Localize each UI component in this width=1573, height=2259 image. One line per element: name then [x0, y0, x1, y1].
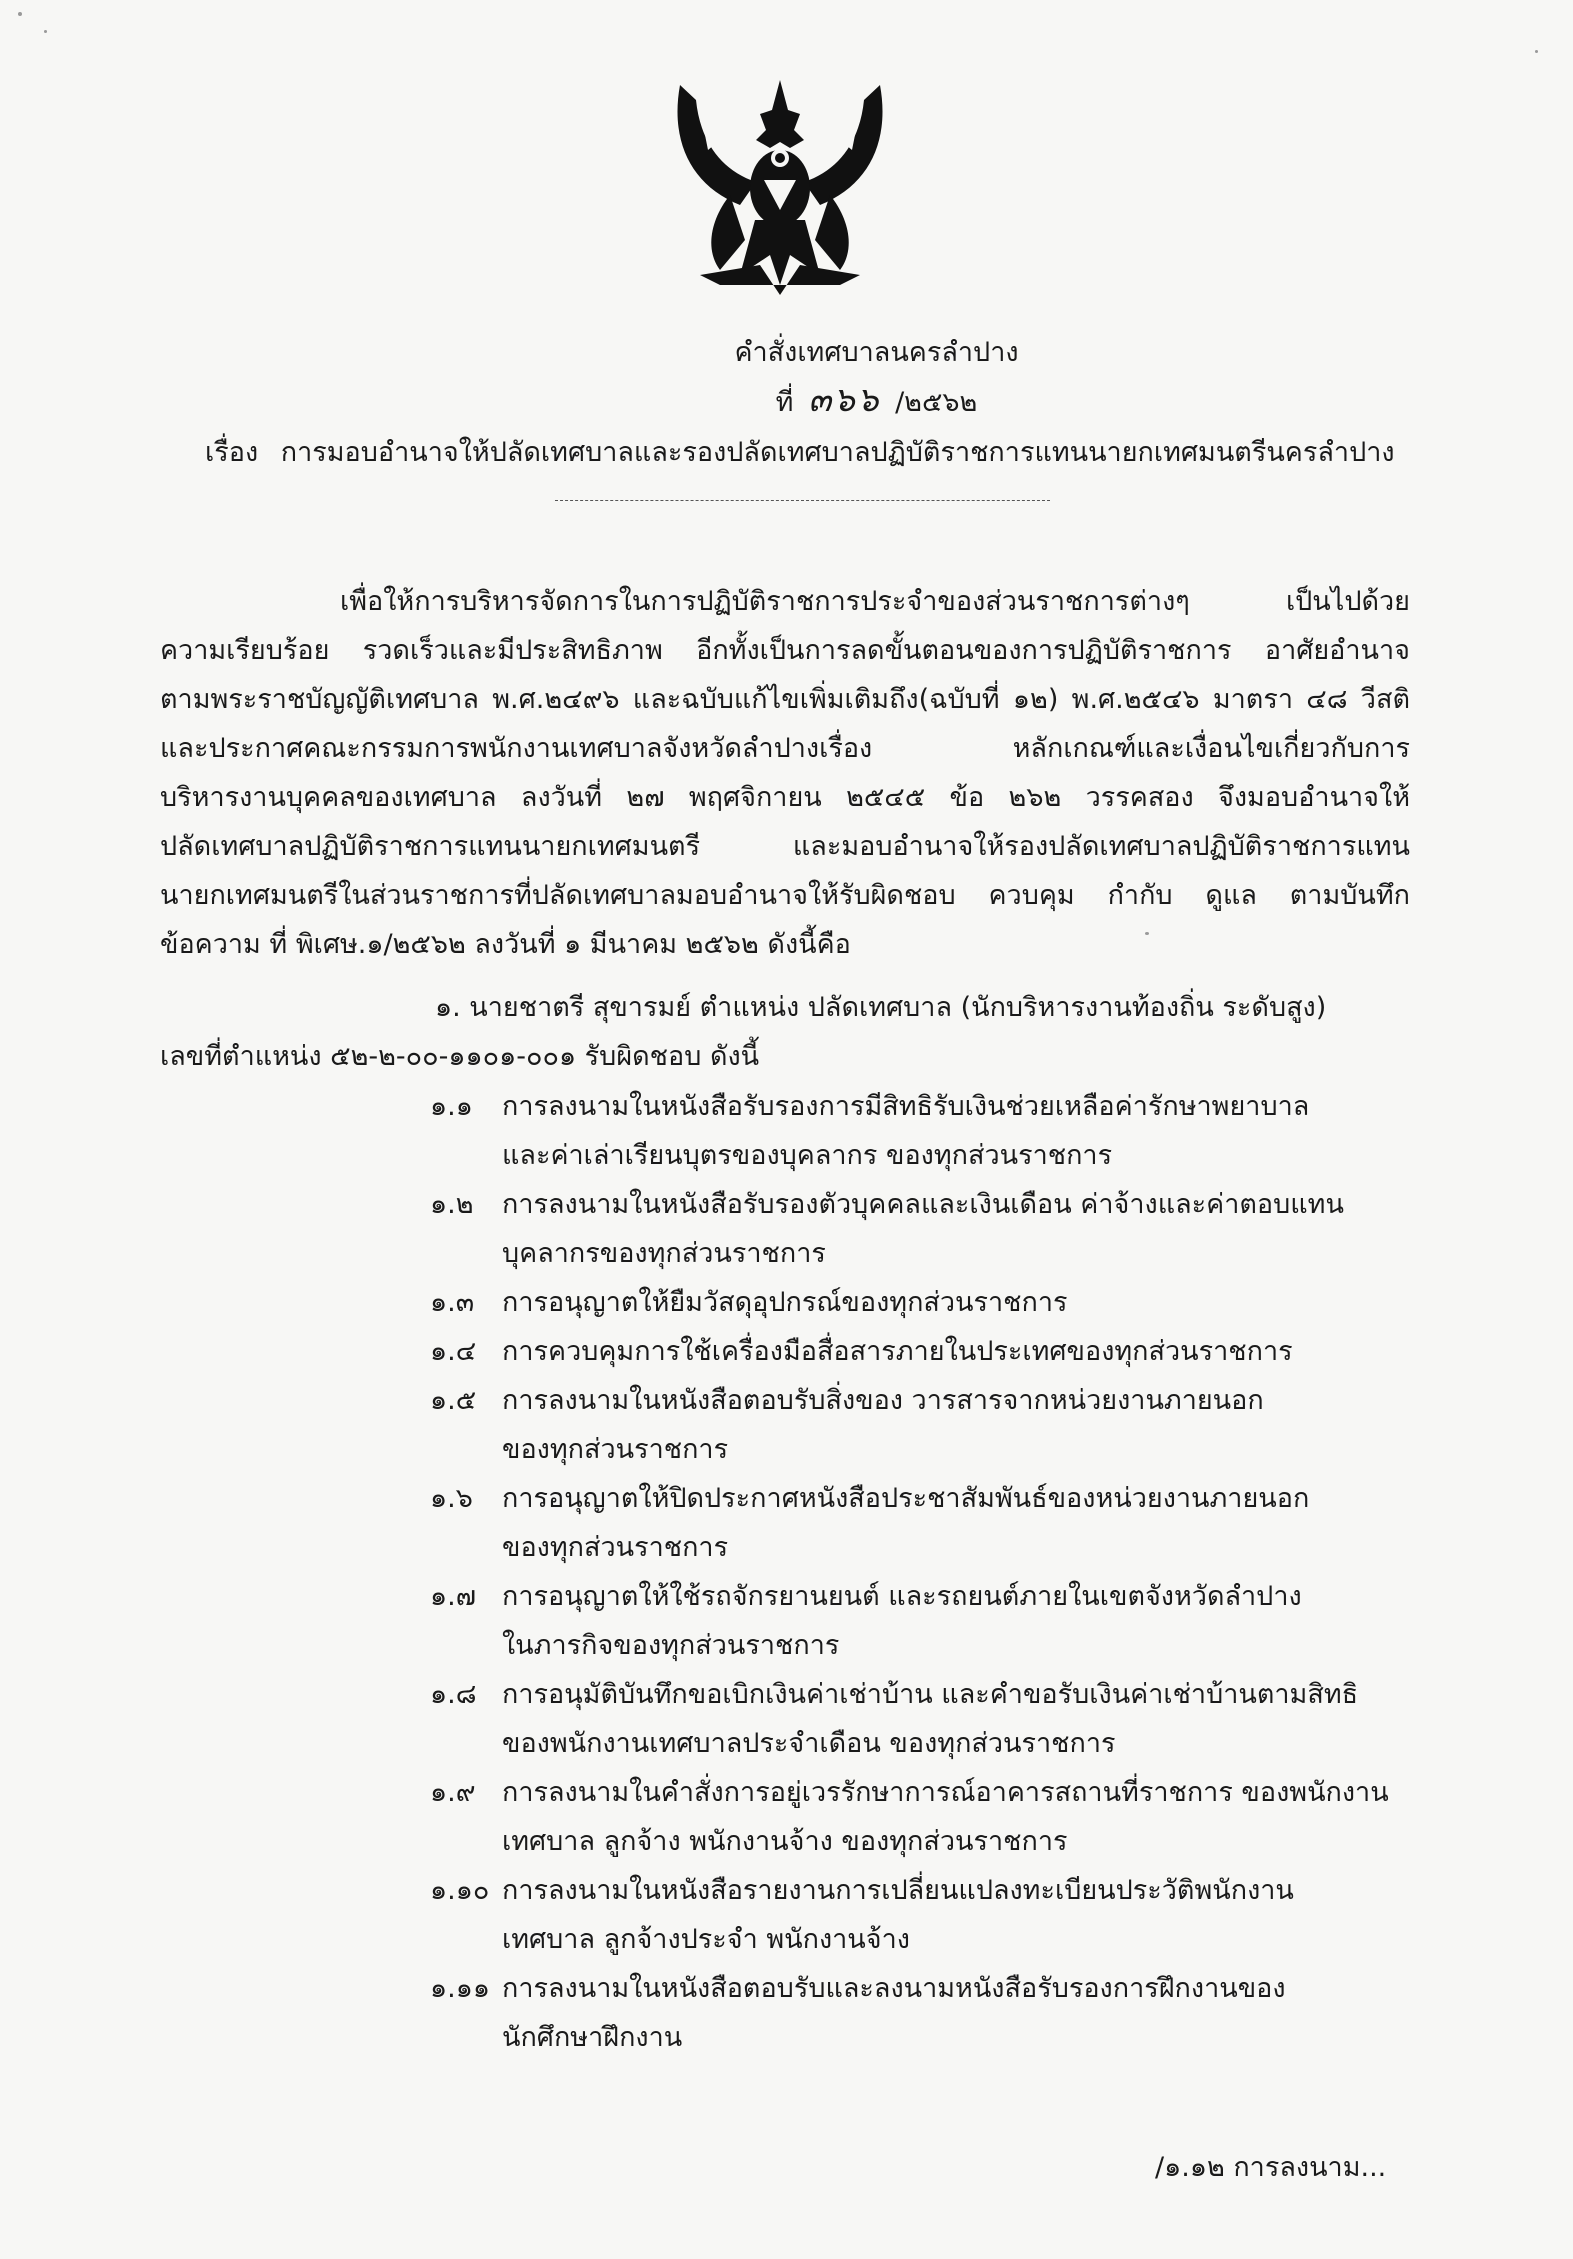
list-item: [430, 1327, 1430, 1376]
list-item: [430, 1670, 1430, 1768]
subitem-number: ๑.๗: [430, 1581, 477, 1612]
subitem-text: การลงนามในหนังสือรายงานการเปลี่ยนแปลงทะเบียนประวัติพนักงาน: [502, 1875, 1294, 1906]
subitem-continuation: ในภารกิจของทุกส่วนราชการ: [502, 1630, 840, 1661]
list-item: [430, 1964, 1430, 2062]
subitem-number: ๑.๑: [430, 1091, 473, 1122]
list-item: [430, 1082, 1430, 1180]
subitem-text: การลงนามในคำสั่งการอยู่เวรรักษาการณ์อาคารสถานที่ราชการ ของพนักงาน: [502, 1777, 1389, 1808]
order-number-line: [90, 372, 1573, 426]
list-item: [430, 1278, 1430, 1327]
paragraph-line: ปลัดเทศบาลปฏิบัติราชการแทนนายกเทศมนตรี และมอบอำนาจให้รองปลัดเทศบาลปฏิบัติราชการแทน: [160, 831, 1410, 862]
subitem-text: การอนุญาตให้ยืมวัสดุอุปกรณ์ของทุกส่วนราชการ: [502, 1287, 1068, 1318]
scan-speck: [1535, 50, 1538, 53]
list-item: [430, 1572, 1430, 1670]
subitem-number: ๑.๓: [430, 1287, 475, 1318]
paragraph-line: ตามพระราชบัญญัติเทศบาล พ.ศ.๒๔๙๖ และฉบับแก้ไขเพิ่มเติมถึง(ฉบับที่ ๑๒) พ.ศ.๒๕๔๖ มาตรา ๔๘ วีสติ: [160, 684, 1410, 715]
subitem-text: การอนุมัติบันทึกขอเบิกเงินค่าเช่าบ้าน และคำขอรับเงินค่าเช่าบ้านตามสิทธิ: [502, 1679, 1359, 1710]
list-item: [430, 1866, 1430, 1964]
item-1-line-2: เลขที่ตำแหน่ง ๕๒-๒-๐๐-๑๑๐๑-๐๐๑ รับผิดชอบ ดังนี้: [160, 1041, 760, 1072]
list-item: [430, 1376, 1430, 1474]
subject-line: [205, 430, 1425, 473]
subitem-list: [430, 1082, 1430, 2062]
subitem-continuation: ของพนักงานเทศบาลประจำเดือน ของทุกส่วนราชการ: [502, 1728, 1116, 1759]
item-1-line-1: ๑. นายชาตรี สุขารมย์ ตำแหน่ง ปลัดเทศบาล (นักบริหารงานท้องถิ่น ระดับสูง): [435, 992, 1327, 1023]
subitem-text: การลงนามในหนังสือรับรองตัวบุคคลและเงินเดือน ค่าจ้างและค่าตอบแทน: [502, 1189, 1344, 1220]
scan-speck: [1145, 932, 1149, 935]
subitem-number: ๑.๘: [430, 1679, 477, 1710]
subitem-continuation: เทศบาล ลูกจ้าง พนักงานจ้าง ของทุกส่วนราชการ: [502, 1826, 1068, 1857]
paragraph-line: ข้อความ ที่ พิเศษ.๑/๒๕๖๒ ลงวันที่ ๑ มีนาคม ๒๕๖๒ ดังนี้คือ: [160, 929, 851, 960]
scan-speck: [18, 12, 22, 16]
subitem-text: การลงนามในหนังสือรับรองการมีสิทธิรับเงินช่วยเหลือค่ารักษาพยาบาล: [502, 1091, 1310, 1122]
subitem-text: การอนุญาตให้ใช้รถจักรยานยนต์ และรถยนต์ภายในเขตจังหวัดลำปาง: [502, 1581, 1302, 1612]
item-1: [160, 983, 1410, 1081]
paragraph-line: ความเรียบร้อย รวดเร็วและมีประสิทธิภาพ อีกทั้งเป็นการลดขั้นตอนของการปฏิบัติราชการ อาศัยอำนาจ: [160, 635, 1410, 666]
subitem-continuation: และค่าเล่าเรียนบุตรของบุคลากร ของทุกส่วนราชการ: [502, 1140, 1113, 1171]
scan-speck: [44, 30, 47, 33]
subject-label: เรื่อง: [205, 437, 259, 468]
subitem-text: การลงนามในหนังสือตอบรับและลงนามหนังสือรับรองการฝึกงานของ: [502, 1973, 1286, 2004]
subitem-continuation: เทศบาล ลูกจ้างประจำ พนักงานจ้าง: [502, 1924, 910, 1955]
order-number-year: /๒๕๖๒: [895, 387, 978, 418]
paragraph-line: บริหารงานบุคคลของเทศบาล ลงวันที่ ๒๗ พฤศจิกายน ๒๕๔๕ ข้อ ๒๖๒ วรรคสอง จึงมอบอำนาจให้: [160, 782, 1410, 813]
subitem-continuation: บุคลากรของทุกส่วนราชการ: [502, 1238, 826, 1269]
header-separator: [555, 500, 1050, 501]
subitem-text: การควบคุมการใช้เครื่องมือสื่อสารภายในประเทศของทุกส่วนราชการ: [502, 1336, 1293, 1367]
order-title: คำสั่งเทศบาลนครลำปาง: [734, 337, 1019, 368]
subitem-continuation: ของทุกส่วนราชการ: [502, 1532, 729, 1563]
subitem-number: ๑.๖: [430, 1483, 473, 1514]
subitem-number: ๑.๔: [430, 1336, 477, 1367]
subitem-number: ๑.๑๐: [430, 1875, 490, 1906]
garuda-emblem-icon: [660, 70, 900, 300]
subject-text: การมอบอำนาจให้ปลัดเทศบาลและรองปลัดเทศบาลปฏิบัติราชการแทนนายกเทศมนตรีนครลำปาง: [280, 437, 1395, 468]
list-item: [430, 1180, 1430, 1278]
subitem-text: การอนุญาตให้ปิดประกาศหนังสือประชาสัมพันธ์ของหน่วยงานภายนอก: [502, 1483, 1310, 1514]
order-number: ๓๖๖: [808, 380, 881, 420]
subitem-number: ๑.๕: [430, 1385, 477, 1416]
list-item: [430, 1768, 1430, 1866]
paragraph-line: เพื่อให้การบริหารจัดการในการปฏิบัติราชการประจำของส่วนราชการต่างๆ เป็นไปด้วย: [340, 586, 1410, 617]
subitem-number: ๑.๒: [430, 1189, 474, 1220]
subitem-continuation: นักศึกษาฝึกงาน: [502, 2022, 683, 2053]
list-item: [430, 1474, 1430, 1572]
paragraph-line: และประกาศคณะกรรมการพนักงานเทศบาลจังหวัดลำปางเรื่อง หลักเกณฑ์และเงื่อนไขเกี่ยวกับการ: [160, 733, 1410, 764]
subitem-number: ๑.๙: [430, 1777, 476, 1808]
continuation-note: /๑.๑๒ การลงนาม...: [1155, 2152, 1387, 2183]
paragraph-line: นายกเทศมนตรีในส่วนราชการที่ปลัดเทศบาลมอบอำนาจให้รับผิดชอบ ควบคุม กำกับ ดูแล ตามบันทึก: [160, 880, 1410, 911]
subitem-continuation: ของทุกส่วนราชการ: [502, 1434, 729, 1465]
subitem-text: การลงนามในหนังสือตอบรับสิ่งของ วารสารจากหน่วยงานภายนอก: [502, 1385, 1264, 1416]
preamble-paragraph: [160, 577, 1410, 969]
subitem-number: ๑.๑๑: [430, 1973, 490, 2004]
order-number-prefix: ที่: [775, 387, 794, 418]
